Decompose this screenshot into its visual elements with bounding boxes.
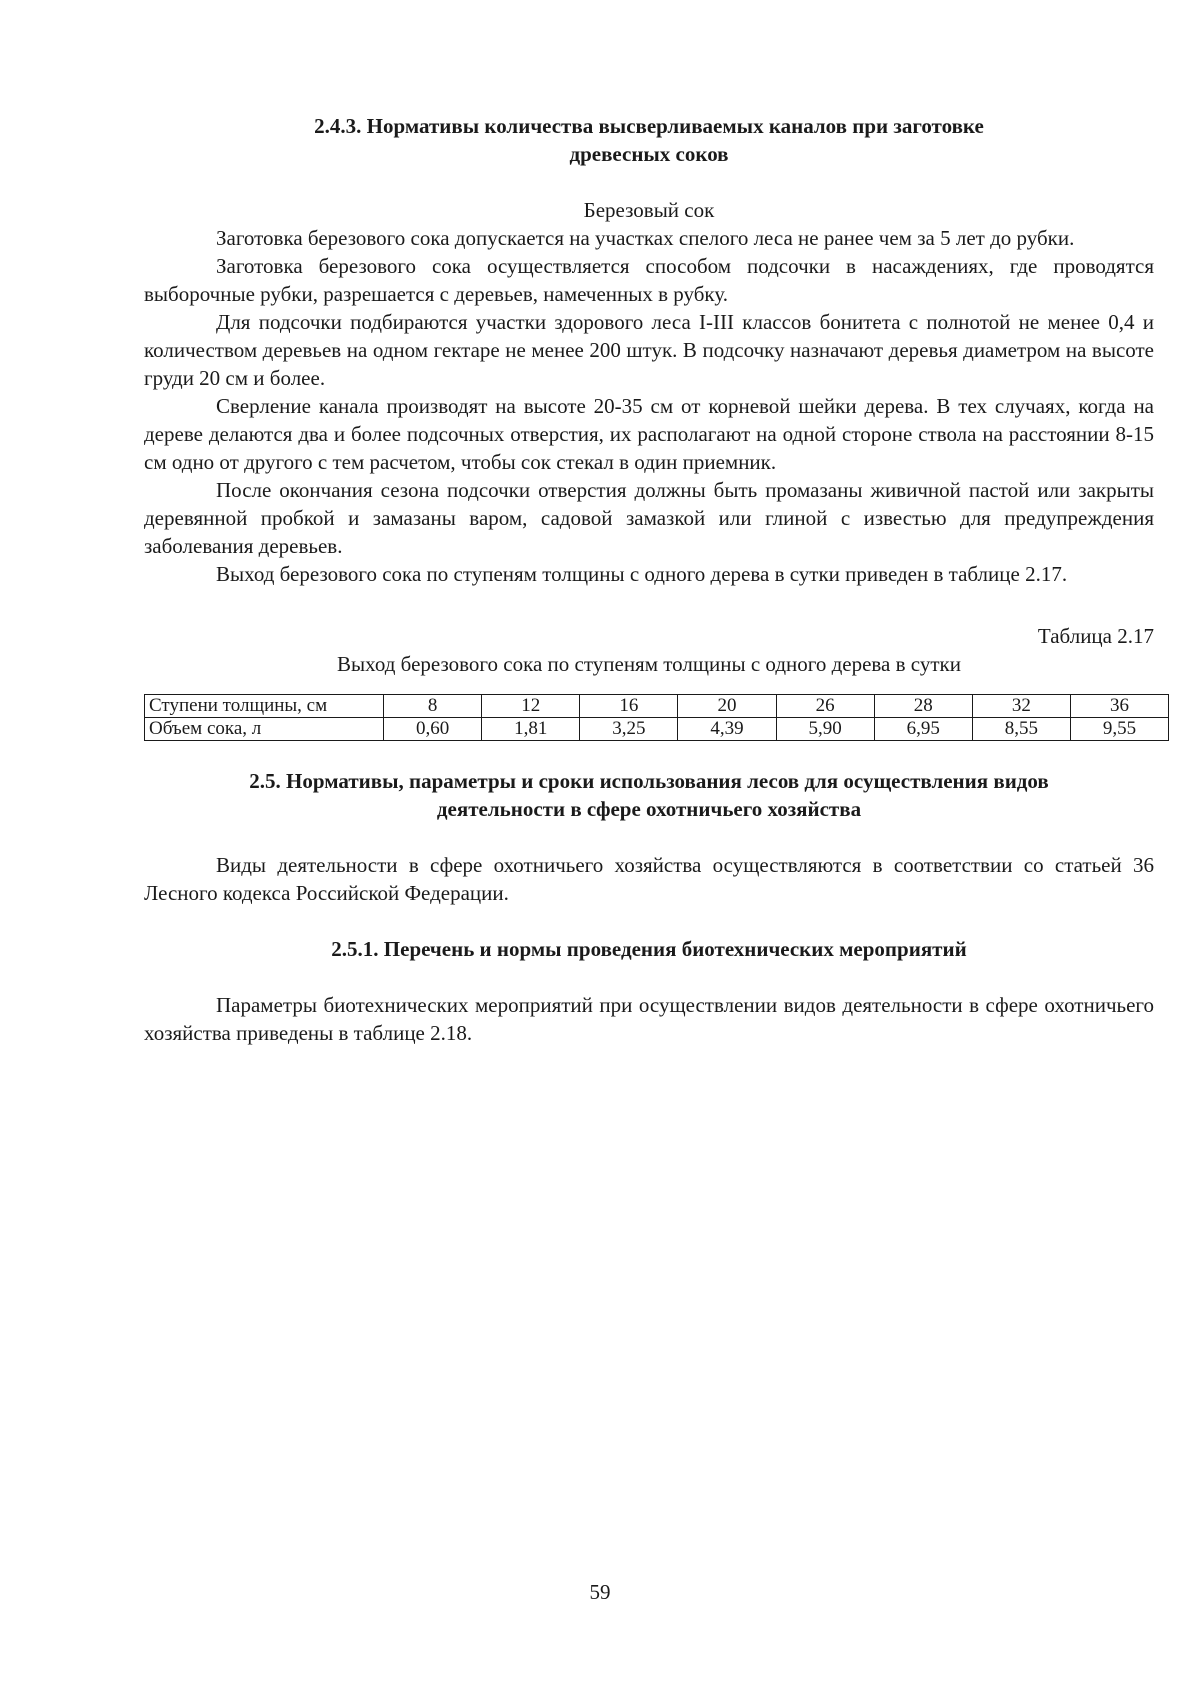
section-2-5-title-line1: 2.5. Нормативы, параметры и сроки использования лесов для осуществления видов	[249, 769, 1049, 793]
table-2-17	[144, 694, 1169, 741]
table-cell: 26	[776, 695, 874, 718]
table-cell: 5,90	[776, 718, 874, 741]
table-cell: 0,60	[384, 718, 482, 741]
table-cell: 32	[972, 695, 1070, 718]
table-cell: 8	[384, 695, 482, 718]
table-cell: 8,55	[972, 718, 1070, 741]
table-cell: 16	[580, 695, 678, 718]
document-page	[144, 108, 1154, 1047]
paragraph-3: Для подсочки подбираются участки здорового леса I-III классов бонитета с полнотой не менее 0,4 и количеством деревьев на одном гектаре не менее 200 штук. В подсочку назначают деревья диаметром на высоте груди 20 см и более.	[144, 310, 1154, 390]
table-2-17-caption: Выход березового сока по ступеням толщины с одного дерева в сутки	[337, 652, 961, 676]
paragraph-6: Выход березового сока по ступеням толщины с одного дерева в сутки приведен в таблице 2.17.	[216, 562, 1068, 586]
table-row-header: Ступени толщины, см	[145, 695, 384, 718]
table-2-17-label: Таблица 2.17	[1037, 624, 1154, 648]
paragraph-5: После окончания сезона подсочки отверстия должны быть промазаны живичной пастой или закрыты деревянной пробкой и замазаны варом, садовой замазкой или глиной с известью для предупреждения заболевания деревьев.	[144, 478, 1154, 558]
page-number: 59	[589, 1580, 611, 1604]
table-row	[145, 718, 1169, 741]
paragraph-1: Заготовка березового сока допускается на участках спелого леса не ранее чем за 5 лет до рубки.	[216, 226, 1075, 250]
section-2-5-1-paragraph: Параметры биотехнических мероприятий при осуществлении видов деятельности в сфере охотничьего хозяйства приведены в таблице 2.18.	[144, 993, 1154, 1045]
table-row	[145, 695, 1169, 718]
section-2-5-title-line2: деятельности в сфере охотничьего хозяйства	[436, 797, 862, 821]
table-cell: 1,81	[482, 718, 580, 741]
table-cell: 20	[678, 695, 776, 718]
table-cell: 4,39	[678, 718, 776, 741]
table-cell: 28	[874, 695, 972, 718]
paragraph-2: Заготовка березового сока осуществляется способом подсочки в насаждениях, где проводятся выборочные рубки, разрешается с деревьев, намеченных в рубку.	[144, 254, 1154, 306]
paragraph-4: Сверление канала производят на высоте 20-35 см от корневой шейки дерева. В тех случаях, когда на дереве делаются два и более подсочных отверстия, их располагают на одной стороне ствола на расстоянии 8-15 см одно от другого с тем расчетом, чтобы сок стекал в один приемник.	[144, 394, 1154, 474]
table-cell: 3,25	[580, 718, 678, 741]
section-2-5-1-title: 2.5.1. Перечень и нормы проведения биотехнических мероприятий	[331, 937, 967, 961]
birch-sap-subtitle: Березовый сок	[583, 198, 715, 222]
table-cell: 36	[1070, 695, 1168, 718]
section-2-4-3-title-line2: древесных соков	[569, 142, 729, 166]
table-cell: 12	[482, 695, 580, 718]
table-cell: 9,55	[1070, 718, 1168, 741]
table-cell: 6,95	[874, 718, 972, 741]
section-2-5-paragraph: Виды деятельности в сфере охотничьего хозяйства осуществляются в соответствии со статьей 36 Лесного кодекса Российской Федерации.	[144, 853, 1154, 905]
section-2-4-3-title-line1: 2.4.3. Нормативы количества высверливаемых каналов при заготовке	[314, 114, 984, 138]
table-row-header: Объем сока, л	[145, 718, 384, 741]
